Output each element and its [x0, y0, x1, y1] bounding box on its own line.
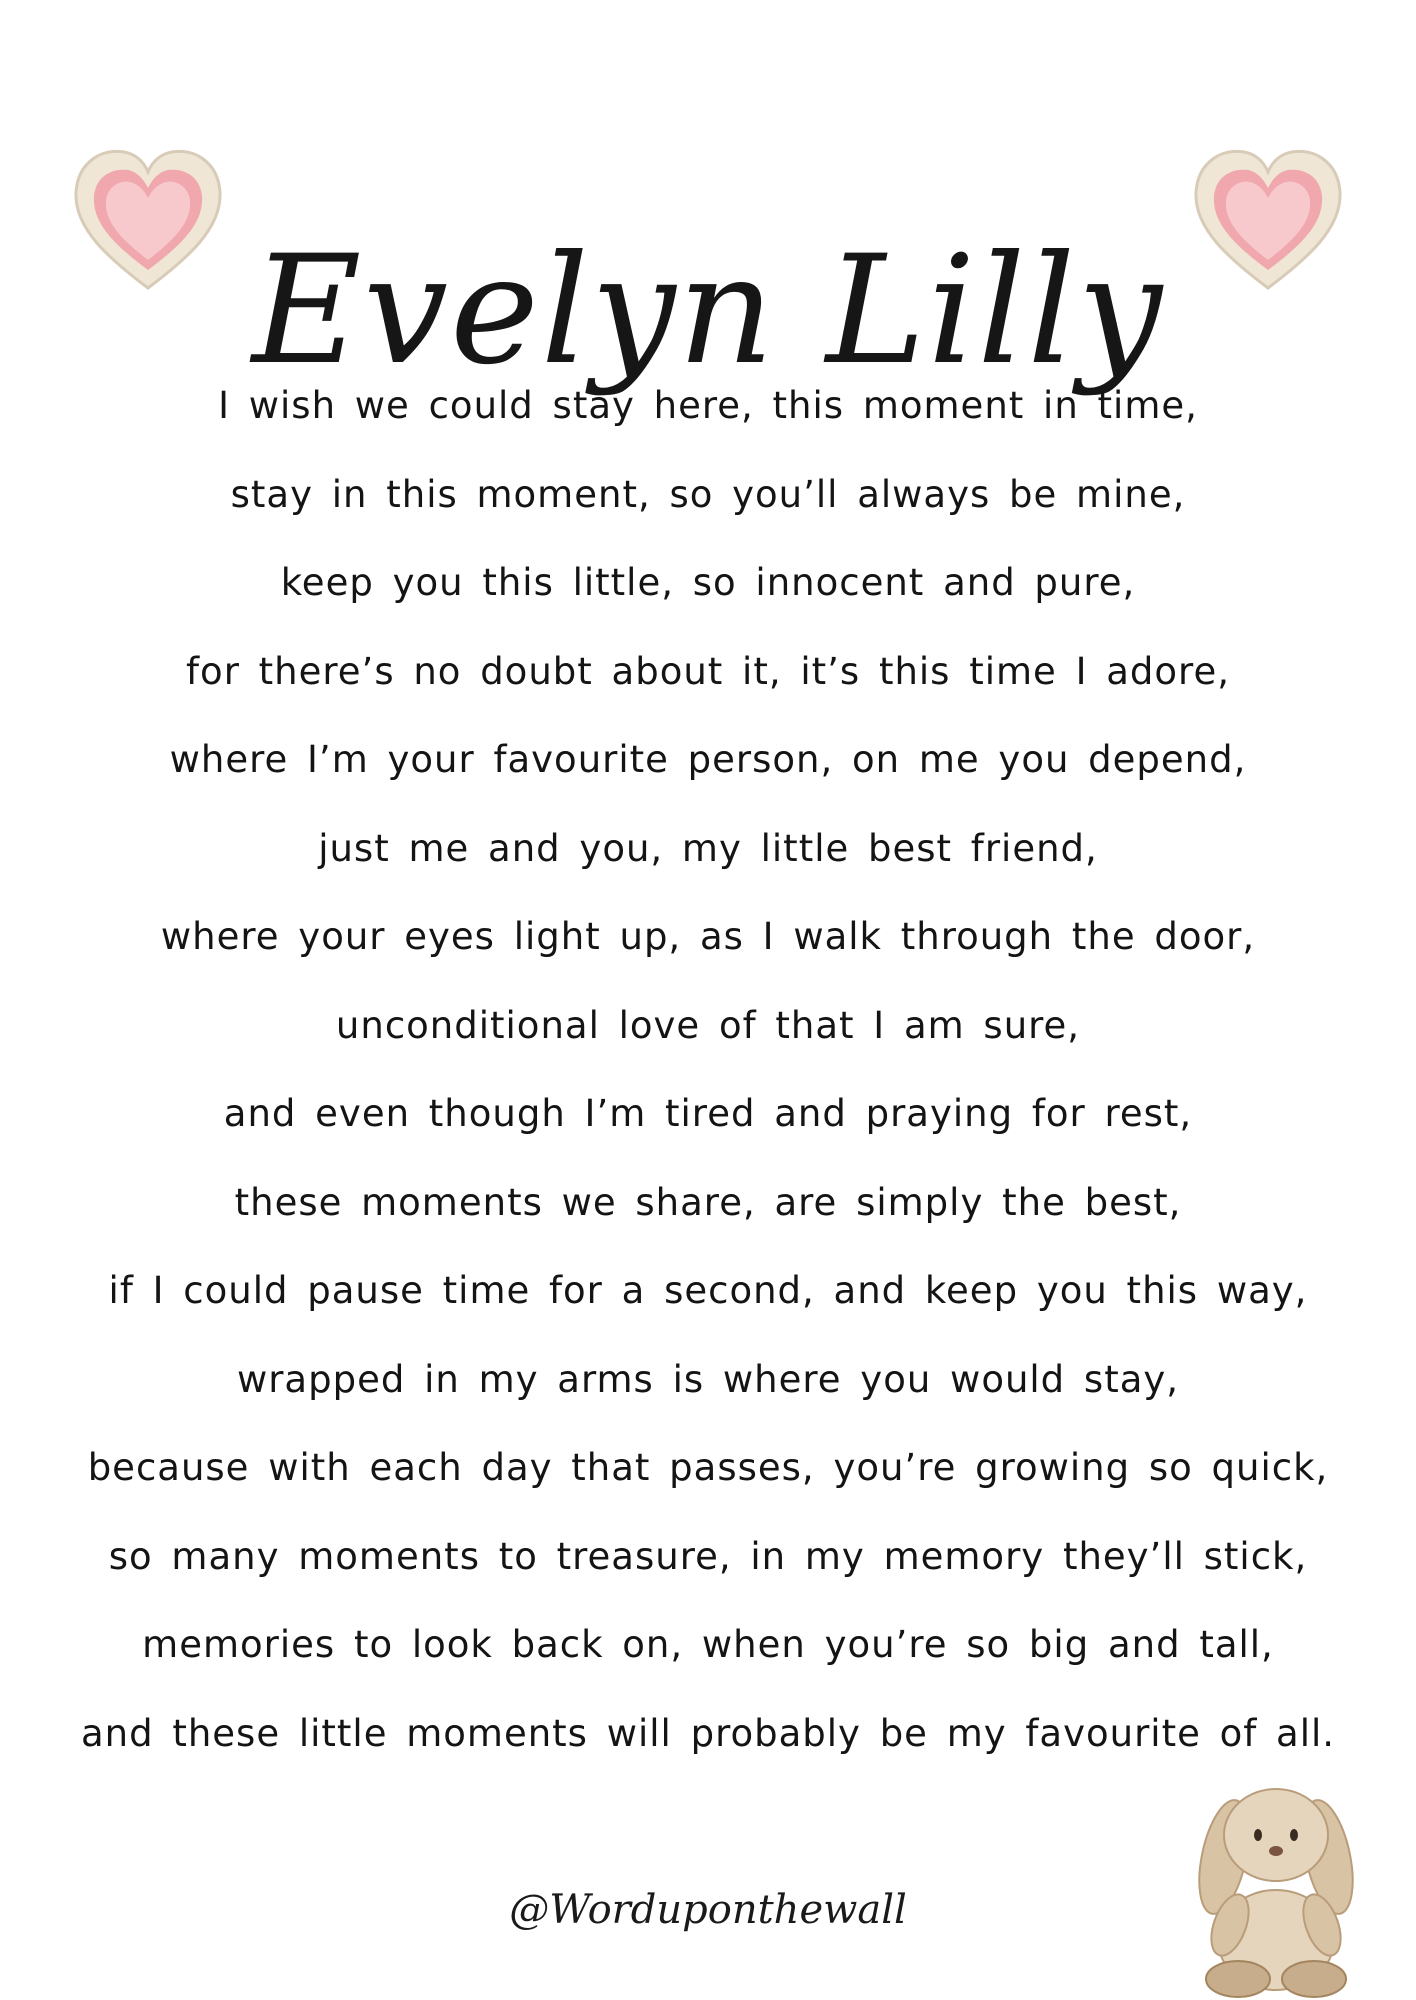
poem-line: for there’s no doubt about it, it’s this time I adore,: [186, 649, 1230, 693]
poem-line: keep you this little, so innocent and pure,: [280, 561, 1136, 604]
poem-line: unconditional love of that I am sure,: [335, 1003, 1081, 1047]
poem-line: stay in this moment, so you’ll always be mine,: [230, 472, 1186, 516]
poem-line: these moments we share, are simply the best,: [234, 1180, 1182, 1224]
poem-line: memories to look back on, when you’re so big and tall,: [142, 1623, 1274, 1666]
poem-line: because with each day that passes, you’re growing so quick,: [87, 1446, 1329, 1489]
poem-line: where your eyes light up, as I walk through the door,: [160, 915, 1256, 958]
bunny-icon: [1186, 1765, 1366, 2000]
poem-line: if I could pause time for a second, and keep you this way,: [108, 1269, 1308, 1312]
poem-body: [0, 362, 1416, 1778]
poem-line: where I’m your favourite person, on me you depend,: [169, 738, 1247, 781]
poem-line: wrapped in my arms is where you would stay,: [236, 1357, 1180, 1401]
page-title: Evelyn Lilly: [251, 223, 1165, 398]
poem-line: and even though I’m tired and praying for rest,: [223, 1092, 1193, 1135]
poem-line: I wish we could stay here, this moment in time,: [218, 384, 1198, 427]
poem-line: just me and you, my little best friend,: [318, 826, 1098, 870]
poem-line: and these little moments will probably be my favourite of all.: [80, 1711, 1336, 1755]
poem-line: so many moments to treasure, in my memory they’ll stick,: [108, 1534, 1308, 1578]
footer-handle: @Worduponthewall: [509, 1887, 907, 1933]
